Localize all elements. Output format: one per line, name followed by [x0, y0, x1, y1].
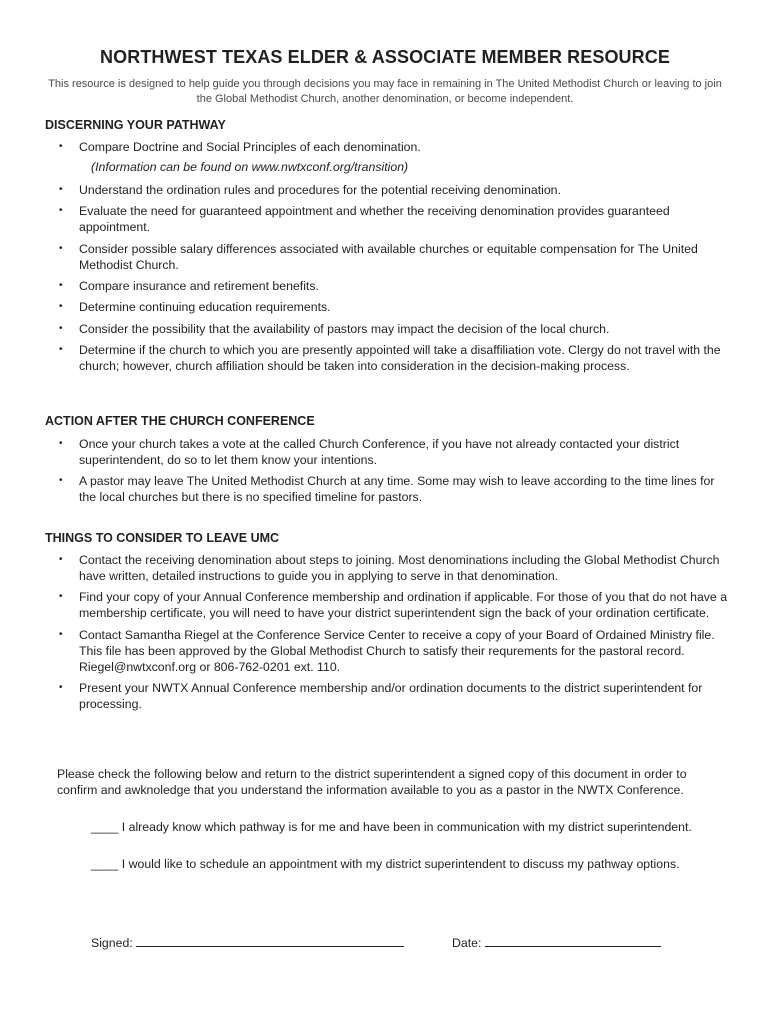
section-heading-action: ACTION AFTER THE CHURCH CONFERENCE — [45, 414, 315, 428]
list-item: • Compare insurance and retirement benefits. — [59, 278, 319, 293]
discerning-list — [45, 139, 730, 380]
list-item: • Consider the possibility that the availability of pastors may impact the decision of the local church. — [59, 321, 610, 336]
bullet-icon: • — [59, 205, 63, 217]
bullet-icon: • — [59, 438, 63, 449]
bullet-icon: • — [59, 301, 63, 313]
bullet-icon: • — [59, 183, 63, 195]
bullet-icon: • — [59, 554, 63, 565]
date-label: Date: — [452, 936, 482, 950]
checkbox-line-pathway-known[interactable]: ____ I already know which pathway is for me and have been in communication with my district superintendent. — [91, 820, 692, 834]
list-item: • A pastor may leave The United Methodist Church at any time. Some may wish to leave according to the time lines for the local churches but there is no specified timeline for pastors. — [59, 474, 715, 505]
bullet-icon: • — [59, 344, 63, 356]
list-item: • Determine if the church to which you are presently appointed will take a disaffiliation vote. Clergy do not travel with the church; however, church affiliation should be taken into consideration in the decision-making process. — [59, 343, 721, 374]
section-heading-leave-umc: THINGS TO CONSIDER TO LEAVE UMC — [45, 531, 280, 545]
signature-line[interactable] — [136, 936, 404, 947]
checkbox-line-schedule-appointment[interactable]: ____ I would like to schedule an appointment with my district superintendent to discuss my pathway options. — [91, 857, 680, 871]
bullet-icon: • — [59, 475, 63, 487]
list-item: • Evaluate the need for guaranteed appointment and whether the receiving denomination provides guaranteed appointment. — [59, 204, 670, 235]
bullet-icon: • — [59, 322, 63, 334]
list-item: • Contact Samantha Riegel at the Conference Service Center to receive a copy of your Board of Ordained Ministry file. This file has been approved by the Global Methodist Church to satisfy their requrements for the pastoral record. Riegel@nwtxconf.org or 806-762-0201 ext. 110. — [59, 627, 715, 674]
bullet-icon: • — [59, 279, 63, 291]
bullet-icon: • — [59, 628, 63, 640]
list-item: • Present your NWTX Annual Conference membership and/or ordination documents to the district superintendent for processing. — [59, 681, 703, 712]
action-list — [45, 436, 730, 511]
intro-text: This resource is designed to help guide you through decisions you may face in remaining in The United Methodist Church or leaving to join the Global Methodist Church, another denomination, or become independent. — [48, 78, 722, 105]
list-item: • Consider possible salary differences associated with available churches or equitable compensation for The United Methodist Church. — [59, 241, 698, 272]
bullet-icon: • — [59, 141, 63, 152]
list-item: • Once your church takes a vote at the called Church Conference, if you have not already contacted your district superintendent, do so to let them know your intentions. — [59, 437, 680, 467]
bullet-icon: • — [59, 242, 63, 254]
section-heading-discerning: DISCERNING YOUR PATHWAY — [45, 118, 226, 132]
list-item: • Find your copy of your Annual Conference membership and ordination if applicable. For those of you that do not have a membership certificate, you will need to have your district superintendent sign the back of your ordination certificate. — [59, 590, 728, 621]
list-item: • Understand the ordination rules and procedures for the potential receiving denomination. — [59, 182, 561, 197]
transition-info-note: (Information can be found on www.nwtxconf.org/transition) — [91, 160, 409, 174]
document-title: NORTHWEST TEXAS ELDER & ASSOCIATE MEMBER RESOURCE — [100, 47, 670, 67]
signed-label: Signed: — [91, 936, 133, 950]
list-item: • Determine continuing education requirements. — [59, 300, 331, 315]
bullet-icon: • — [59, 591, 63, 603]
signature-field[interactable] — [91, 936, 404, 950]
date-line[interactable] — [485, 936, 661, 947]
list-item: • Contact the receiving denomination about steps to joining. Most denominations including the Global Methodist Church have written, detailed instructions to guide you in applying to serve in that denomination. — [59, 553, 720, 583]
date-field[interactable] — [452, 936, 661, 950]
bullet-icon: • — [59, 682, 63, 694]
confirmation-paragraph: Please check the following below and return to the district superintendent a signed copy of this document in order to confirm and awknoledge that you understand the information available to you as a pastor in the NWTX Conference. — [57, 767, 687, 797]
list-item: • Compare Doctrine and Social Principles of each denomination. — [59, 140, 421, 154]
leave-umc-list — [45, 552, 730, 718]
